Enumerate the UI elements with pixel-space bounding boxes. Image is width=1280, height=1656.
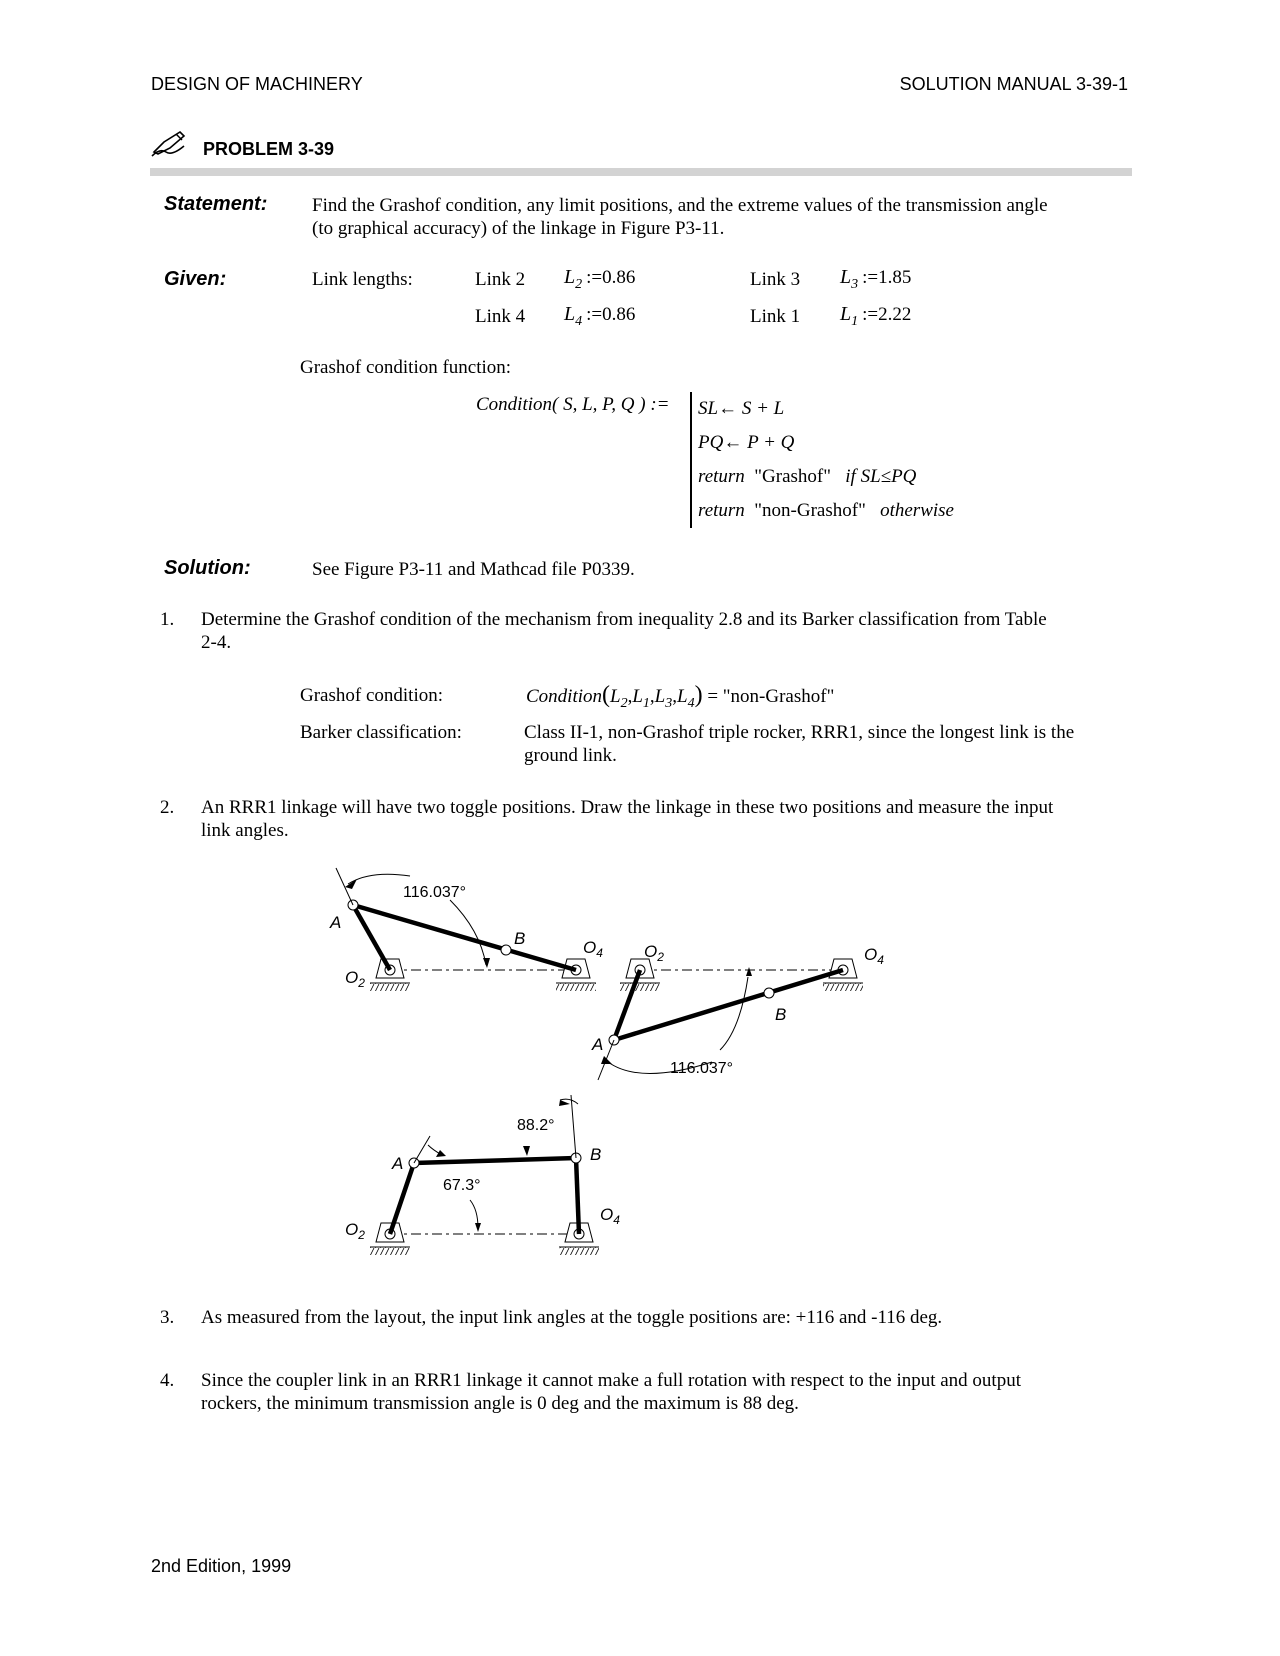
running-header-left: DESIGN OF MACHINERY [151,74,363,94]
statement-line-2: (to graphical accuracy) of the linkage in Figure P3-11. [312,218,725,239]
link-3-assignment: $L_3$ :=1.85 [840,266,912,292]
barker-label: Barker classification: [300,722,462,743]
step-1-line-1: Determine the Grashof condition of the mechanism from inequality 2.8 and its Barker classification from Table [201,609,1047,630]
return-grashof: "Grashof" [754,466,832,487]
grashof-result-value: = "non-Grashof" [707,686,835,707]
extension-line [414,1136,430,1163]
label-o2: $O_2$ [345,968,365,990]
step-2-line-2: link angles. [201,820,289,841]
linkage-figure [300,850,960,1280]
label-b: B [514,929,526,948]
solution-text: See Figure P3-11 and Mathcad file P0339. [312,559,635,580]
arrowhead [746,967,752,976]
link-1-assignment: $L_1$ :=2.22 [840,303,912,329]
angle-label-116b: 116.037° [670,1060,734,1077]
label-a: A [392,1154,404,1173]
return-keyword: return [698,466,745,487]
barker-line-2: ground link. [524,745,617,766]
link-2-assignment: $L_2$ :=0.86 [564,266,636,292]
link-1-name: Link 1 [750,306,801,327]
joint-b [764,988,774,998]
joint-b [501,945,511,955]
angle-arc-116 [348,874,410,884]
given-label: Given: [164,268,227,290]
label-o2: $O_2$ [345,1220,365,1242]
link-2-name: Link 2 [475,269,526,290]
arrowhead [475,1223,481,1232]
step-1-line-2: 2-4. [201,632,232,653]
step-4-line-1: Since the coupler link in an RRR1 linkage it cannot make a full rotation with respect to the input and output [201,1370,1021,1391]
statement-line-1: Find the Grashof condition, any limit positions, and the extreme values of the transmission angle [312,195,1048,216]
function-label: Grashof condition function: [300,357,512,378]
label-o4: $O_4$ [583,938,603,960]
link-4-rocker [576,1158,579,1234]
link-3-coupler [614,970,843,1040]
toggle-position-1 [329,868,603,991]
arrowhead [483,958,490,968]
arrowhead [436,1150,446,1157]
link-3-name: Link 3 [750,269,801,290]
extension-line [571,1095,576,1158]
grashof-program [690,392,954,528]
label-o4: $O_4$ [600,1205,620,1227]
link-4-name: Link 4 [475,306,526,327]
label-o2: $O_2$ [644,942,664,964]
toggle-position-2 [591,942,884,1080]
program-line-2: PQ← P + Q [698,432,795,453]
link-lengths-label: Link lengths: [312,269,413,290]
label-o4: $O_4$ [864,945,884,967]
transmission-arc [720,977,748,1050]
grashof-condition-label: Grashof condition: [300,685,444,706]
arrowhead [345,879,357,889]
return-keyword: return [698,500,745,521]
function-signature: Condition( S, L, P, Q ) := [476,394,670,415]
step-2-line-1: An RRR1 linkage will have two toggle positions. Draw the linkage in these two positions and measure the input [201,797,1054,818]
program-line-1: SL← S + L [698,398,785,419]
pencil-hand-icon [150,128,194,158]
link-3-coupler [414,1158,576,1163]
step-3-line-1: As measured from the layout, the input link angles at the toggle positions are: +116 and -116 deg. [201,1307,943,1328]
max-transmission-position [345,1095,620,1255]
ground-pivot-o2 [370,959,410,991]
step-2-number: 2. [160,797,175,818]
angle-label-88: 88.2° [517,1117,555,1134]
problem-title: PROBLEM 3-39 [203,139,335,159]
label-b: B [775,1005,787,1024]
grashof-condition-expression: $Condition(L_2,L_1,L_3,L_4)$ = "non-Grashof" [526,682,835,711]
arrowhead [523,1146,530,1156]
arrowhead [601,1056,612,1064]
statement-label: Statement: [164,193,268,215]
label-a: A [592,1035,604,1054]
step-3-number: 3. [160,1307,175,1328]
label-b: B [590,1145,602,1164]
running-header-right: SOLUTION MANUAL 3-39-1 [899,74,1128,94]
step-4-number: 4. [160,1370,175,1391]
step-1-number: 1. [160,609,175,630]
program-otherwise: otherwise [880,500,954,521]
footer-edition: 2nd Edition, 1999 [151,1556,292,1576]
program-condition: if SL≤PQ [845,466,917,487]
angle-label-67: 67.3° [443,1177,481,1194]
return-non-grashof: "non-Grashof" [754,500,866,521]
solution-label: Solution: [164,557,251,579]
link-2-crank [614,970,640,1040]
transmission-arc [450,900,486,965]
title-rule [150,168,1132,176]
link-2-crank [390,1163,414,1234]
label-a: A [330,913,342,932]
step-4-line-2: rockers, the minimum transmission angle is 0 deg and the maximum is 88 deg. [201,1393,799,1414]
arrowhead [559,1100,570,1106]
angle-label-116a: 116.037° [403,884,467,901]
link-4-assignment: $L_4$ :=0.86 [564,303,636,329]
barker-line-1: Class II-1, non-Grashof triple rocker, RRR1, since the longest link is the [524,722,1075,743]
